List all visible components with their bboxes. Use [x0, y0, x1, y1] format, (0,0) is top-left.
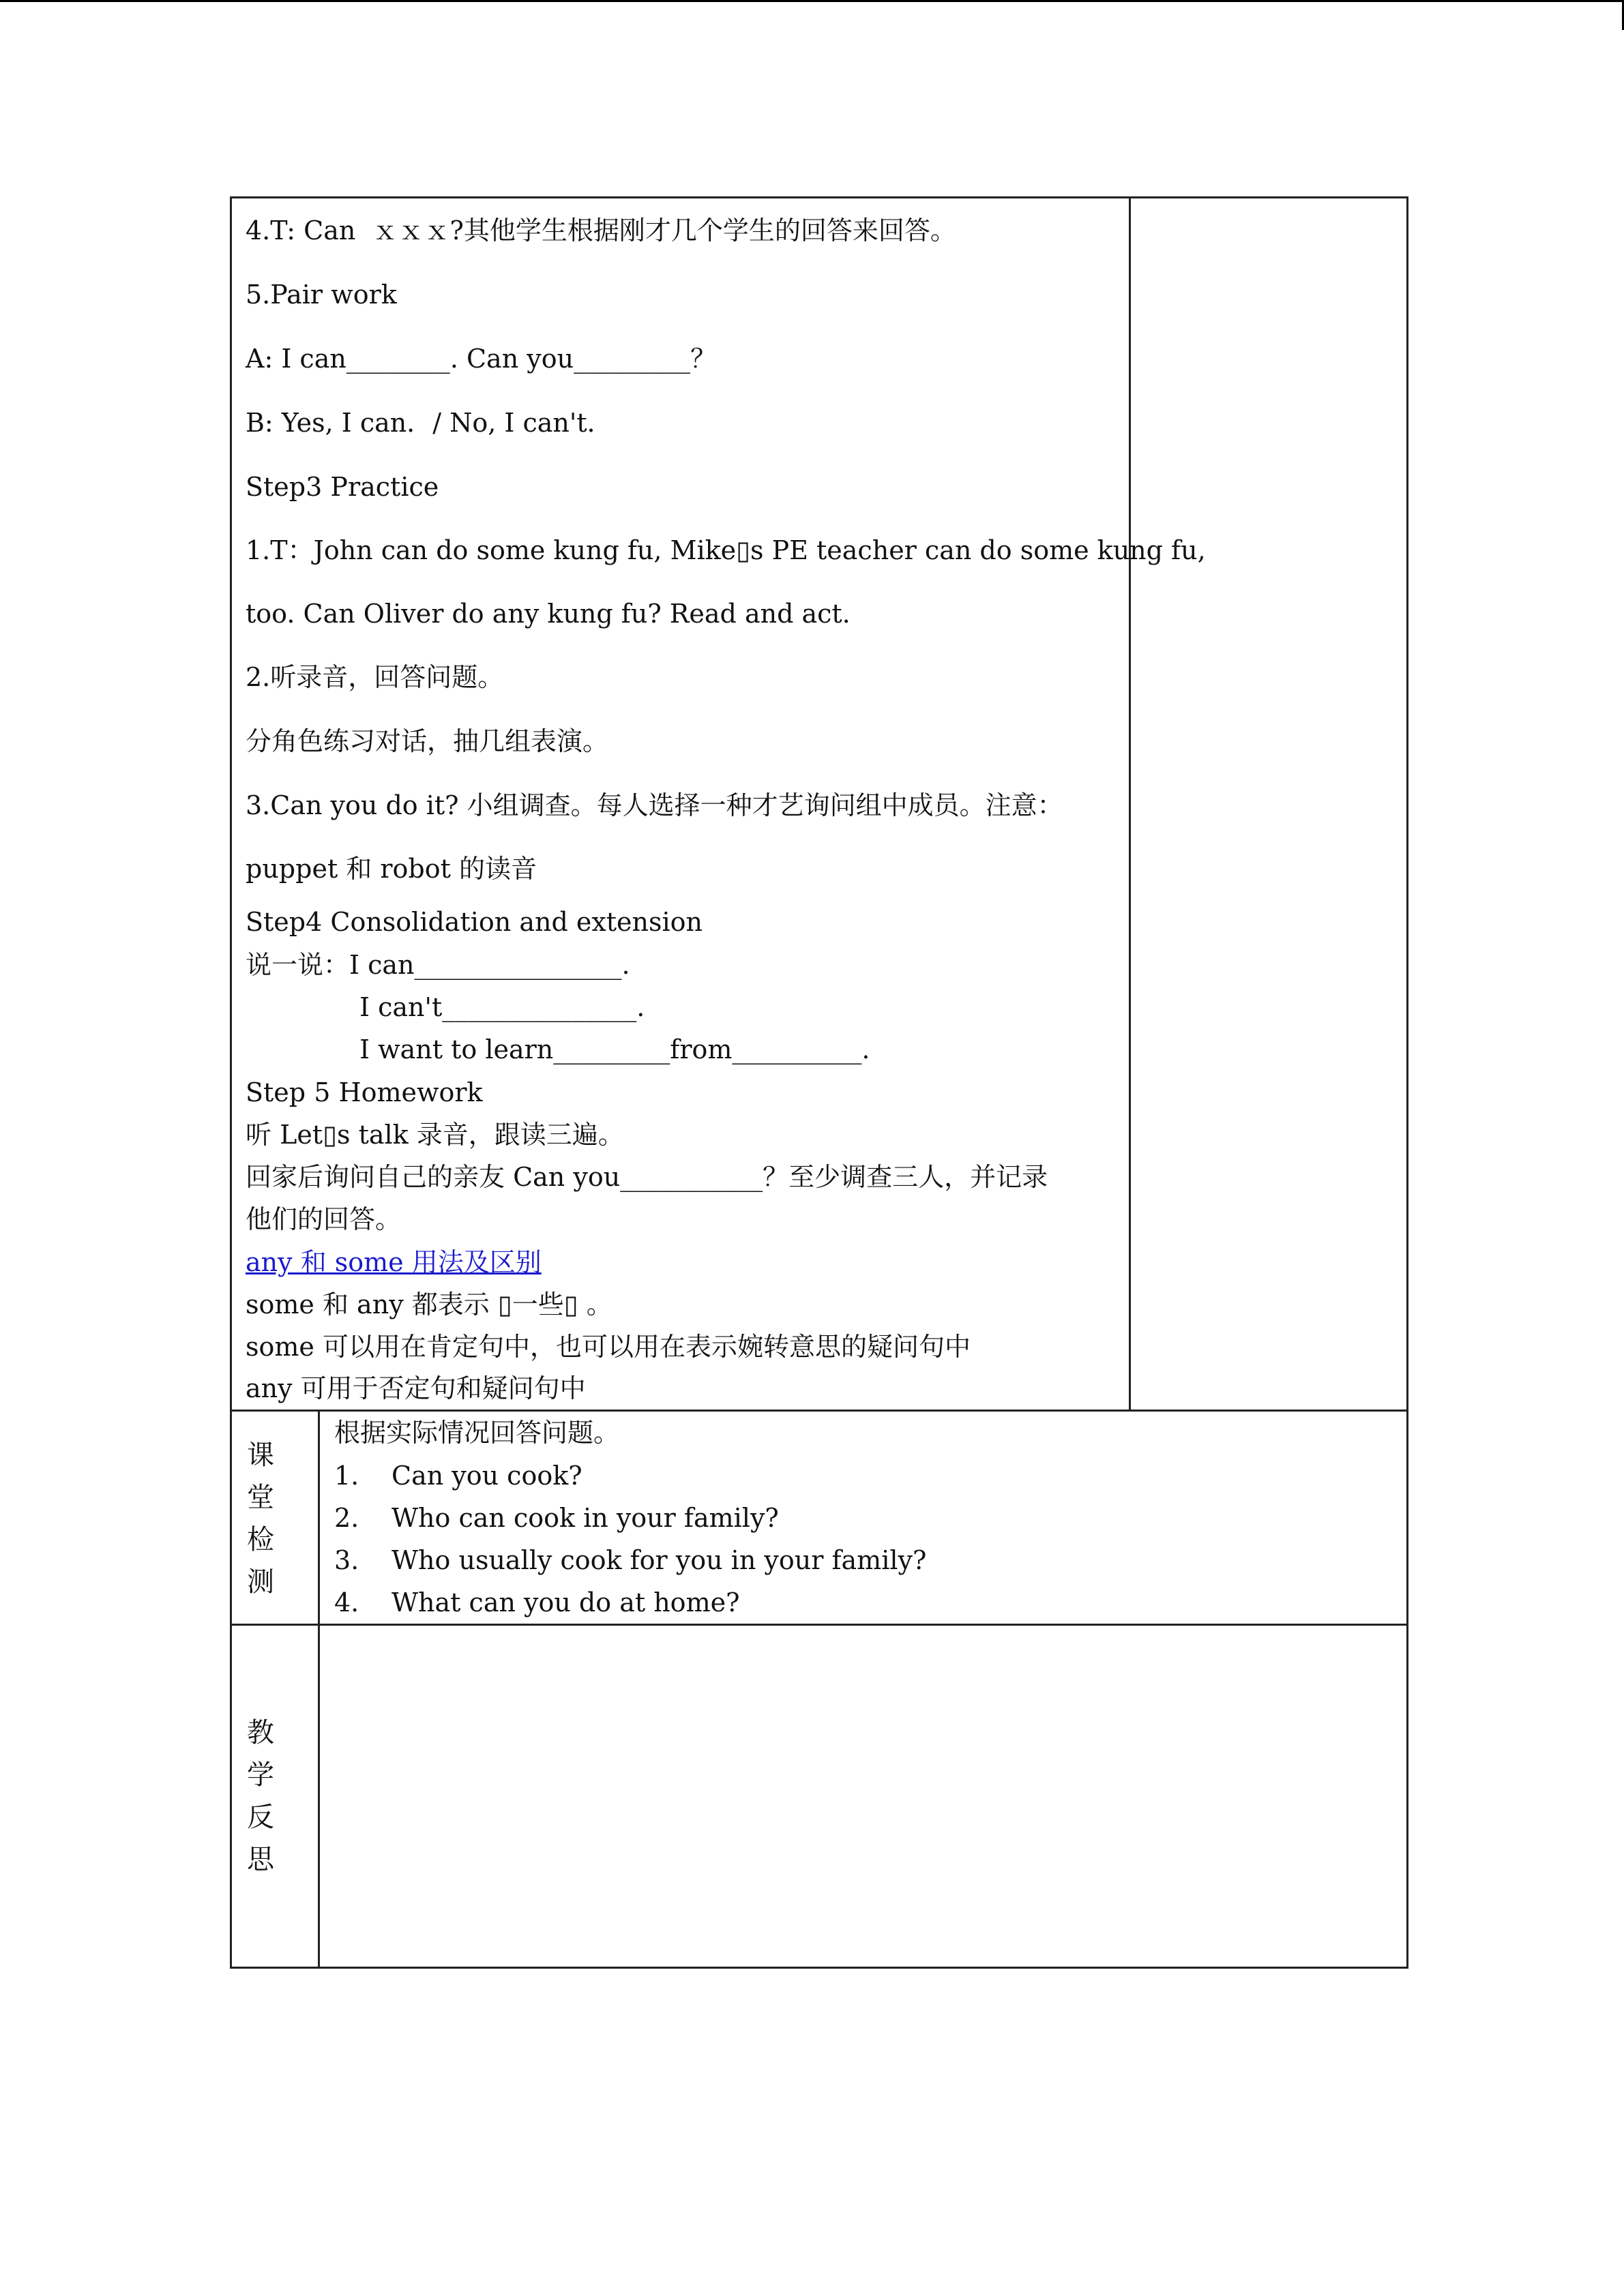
- step-line: 5.Pair work: [246, 280, 397, 310]
- step-line: Step4 Consolidation and extension: [246, 907, 703, 937]
- section-label-char: 学: [247, 1759, 274, 1791]
- step-line: B: Yes, I can．/ No, I can't．: [246, 408, 613, 438]
- note-line: any 可用于否定句和疑问句中: [246, 1373, 586, 1403]
- question-number: 1.: [334, 1461, 359, 1491]
- question-text: Who can cook in your family?: [392, 1503, 779, 1533]
- step-line: Step3 Practice: [246, 472, 439, 502]
- section-divider-2: [230, 1624, 1408, 1626]
- step-line: 回家后询问自己的亲友 Can you___________？至少调查三人，并记录: [246, 1162, 1048, 1192]
- check-intro: 根据实际情况回答问题。: [334, 1418, 620, 1448]
- check-question: [334, 1457, 582, 1495]
- section-label-char: 堂: [247, 1482, 274, 1513]
- section-label-char: 思: [247, 1844, 274, 1875]
- notes-column-divider: [1129, 196, 1131, 1412]
- reflection-content-area[interactable]: [321, 1626, 1405, 1965]
- step-line: Step 5 Homework: [246, 1077, 483, 1107]
- section-label-char: 教: [247, 1717, 274, 1748]
- section-label-char: 检: [247, 1524, 274, 1555]
- step-line: 听 Let▯s talk 录音，跟读三遍。: [246, 1120, 624, 1150]
- question-text: Who usually cook for you in your family?: [392, 1545, 927, 1575]
- step-line: 3.Can you do it? 小组调查。每人选择一种才艺询问组中成员。注意：: [246, 790, 1063, 820]
- step-line: 4.T: Can ｘｘｘ?其他学生根据刚才几个学生的回答来回答。: [246, 215, 956, 245]
- note-line: some 和 any 都表示 ▯一些▯ 。: [246, 1289, 612, 1320]
- step-line: puppet 和 robot 的读音: [246, 854, 537, 884]
- section-label-char: 测: [247, 1566, 274, 1598]
- step-line: 1.T：John can do some kung fu, Mike▯s PE teacher can do some kung fu,: [246, 535, 1206, 565]
- step-line: 他们的回答。: [246, 1204, 402, 1234]
- check-question: [334, 1499, 779, 1537]
- step-line: I want to learn_________from__________.: [359, 1034, 870, 1064]
- step-line: too. Can Oliver do any kung fu? Read and act.: [246, 599, 851, 629]
- check-question: [334, 1541, 926, 1579]
- question-text: What can you do at home?: [392, 1587, 740, 1617]
- question-number: 4.: [334, 1587, 359, 1617]
- page-top-border: [0, 0, 1624, 2]
- section-label-char: 反: [247, 1802, 274, 1833]
- step-line: 说一说：I can________________.: [246, 950, 630, 980]
- section-label-char: 课: [247, 1440, 274, 1471]
- step-line: 2.听录音，回答问题。: [246, 662, 504, 692]
- question-text: Can you cook?: [392, 1461, 582, 1491]
- step-line: A: I can________. Can you_________？: [246, 344, 717, 374]
- check-question: [334, 1583, 739, 1622]
- note-line: some 可以用在肯定句中，也可以用在表示婉转意思的疑问句中: [246, 1332, 971, 1362]
- any-some-link[interactable]: any 和 some 用法及区别: [246, 1247, 542, 1277]
- question-number: 3.: [334, 1545, 359, 1575]
- question-number: 2.: [334, 1503, 359, 1533]
- section-divider-1: [230, 1410, 1408, 1412]
- step-line: 分角色练习对话，抽几组表演。: [246, 726, 609, 756]
- step-line: I can't_______________.: [359, 992, 645, 1022]
- label-column-divider: [318, 1410, 320, 1969]
